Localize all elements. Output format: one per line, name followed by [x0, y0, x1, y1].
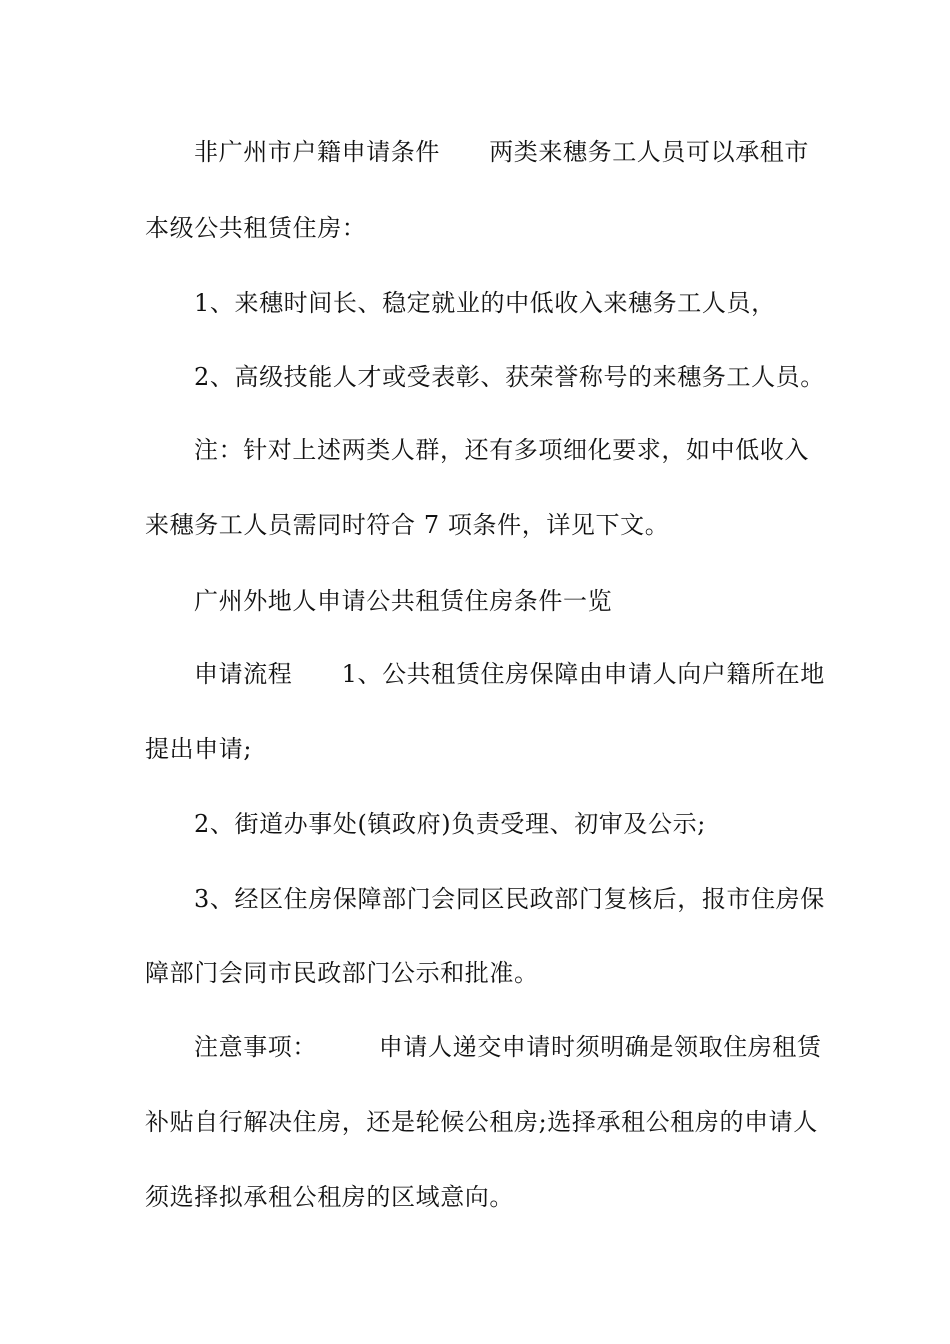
note-line-2: 来穗务工人员需同时符合 7 项条件，详见下文。	[145, 511, 670, 539]
notice-line-3: 须选择拟承租公租房的区域意向。	[145, 1183, 514, 1211]
process-step-2: 2、街道办事处(镇政府)负责受理、初审及公示;	[194, 810, 706, 838]
paragraph-line-2: 本级公共租赁住房：	[145, 214, 367, 242]
process-step-3-line-2: 障部门会同市民政部门公示和批准。	[145, 959, 539, 987]
paragraph-line-1: 非广州市户籍申请条件 两类来穗务工人员可以承租市	[194, 138, 809, 166]
section-heading: 广州外地人申请公共租赁住房条件一览	[194, 587, 613, 615]
process-line-1: 申请流程 1、公共租赁住房保障由申请人向户籍所在地	[194, 660, 825, 688]
process-step-3-line-1: 3、经区住房保障部门会同区民政部门复核后，报市住房保	[194, 885, 825, 913]
notice-line-1: 注意事项： 申请人递交申请时须明确是领取住房租赁	[194, 1033, 822, 1061]
list-item-1: 1、来穗时间长、稳定就业的中低收入来穗务工人员，	[194, 289, 776, 317]
note-line-1: 注：针对上述两类人群，还有多项细化要求，如中低收入	[194, 436, 809, 464]
notice-line-2: 补贴自行解决住房，还是轮候公租房;选择承租公租房的申请人	[145, 1108, 818, 1136]
list-item-2: 2、高级技能人才或受表彰、获荣誉称号的来穗务工人员。	[194, 363, 825, 391]
process-line-2: 提出申请;	[145, 735, 253, 763]
